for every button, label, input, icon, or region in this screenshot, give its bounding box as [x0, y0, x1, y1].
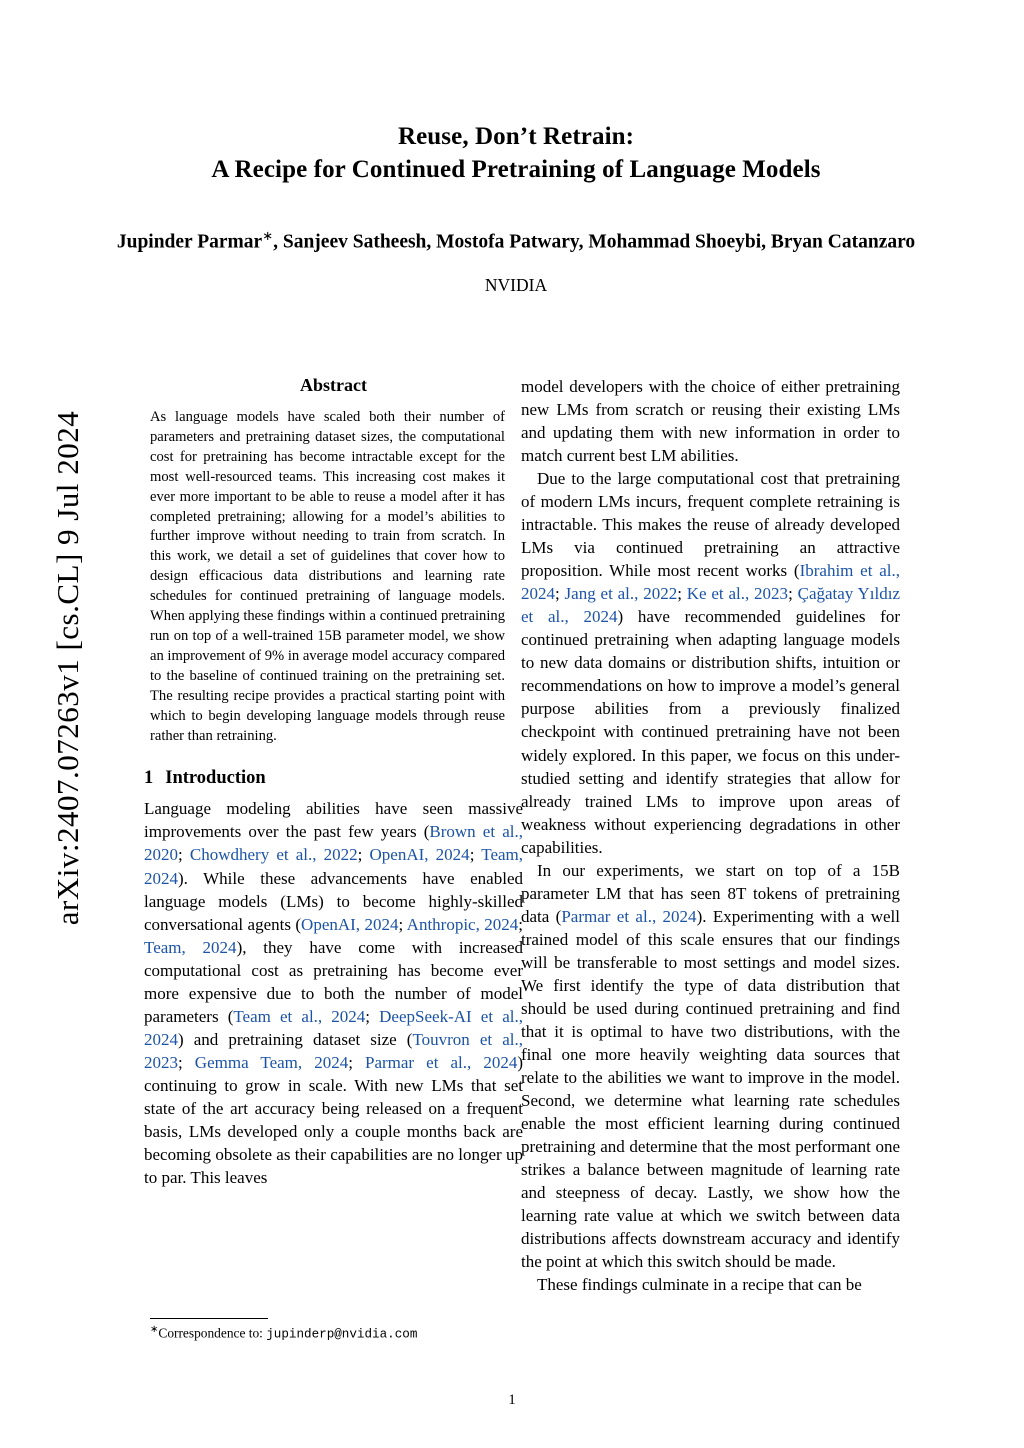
column-left	[144, 375, 523, 1189]
text-run: ). Experimenting with a well trained model of this scale ensures that our findings will be transferable to most settings and model sizes. We first identify the type of data distribution that should be used during continued pretraining and find that it is optimal to have two distributions, with the final one more heavily weighting data sources that relate to the abilities we want to improve in the model. Second, we determine what learning rate schedules enable the most efficient learning during continued pretraining and determine that the most performant one strikes a balance between magnitude of learning rate and steepness of decay. Lastly, we show how the learning rate value at which we switch between data distributions affects downstream accuracy and identify the point at which this switch should be made.	[521, 906, 900, 1272]
page-title	[96, 120, 936, 186]
text-run: In our experiments, we start on top of a 15B parameter LM that has seen 8T tokens of pretraining data (	[521, 860, 900, 926]
text-run: Language modeling abilities have seen massive improvements over the past few years (	[144, 799, 523, 842]
arxiv-stamp: arXiv:2407.07263v1 [cs.CL] 9 Jul 2024	[50, 410, 85, 926]
footnote-divider	[150, 1318, 268, 1319]
text-run: ;	[365, 1006, 380, 1026]
text-run: ;	[518, 914, 523, 934]
contact-email[interactable]: jupinderp@nvidia.com	[266, 1327, 418, 1342]
citation-link[interactable]: Parmar et al., 2024	[561, 906, 697, 926]
citation-link[interactable]: DeepSeek-AI et al., 2024	[144, 1006, 523, 1049]
text-run: ;	[178, 1052, 195, 1072]
citation-link[interactable]: Team, 2024	[144, 845, 524, 888]
text-run: ;	[178, 845, 190, 865]
text-run: ;	[348, 1052, 365, 1072]
affiliation: NVIDIA	[484, 275, 548, 295]
text-run: ;	[398, 914, 407, 934]
citation-link[interactable]: OpenAI, 2024	[369, 845, 470, 865]
footnote-text: Correspondence to:	[158, 1325, 267, 1341]
text-run: ) and pretraining dataset size (	[178, 1029, 413, 1049]
citation-link[interactable]: Chowdhery et al., 2022	[189, 845, 358, 865]
text-run: ;	[469, 845, 482, 865]
right-column-body	[521, 375, 900, 1296]
text-run: Due to the large computational cost that pretraining of modern LMs incurs, frequent complete retraining is intractable. This makes the reuse of already developed LMs via continued pretraining an attractive proposition. While most recent works (	[521, 469, 900, 581]
paragraph: model developers with the choice of either pretraining new LMs from scratch or reusing their existing LMs and updating them with new information in order to match current best LM abilities.	[521, 377, 900, 466]
paragraph	[144, 797, 523, 1189]
text-run: ;	[677, 584, 687, 604]
section-number: 1	[144, 768, 154, 789]
abstract-heading: Abstract	[300, 375, 367, 395]
text-run: ;	[357, 845, 370, 865]
footnote	[150, 1324, 530, 1341]
citation-link[interactable]: Touvron et al., 2023	[144, 1029, 523, 1072]
citation-link[interactable]: Brown et al., 2020	[144, 822, 523, 865]
citation-link[interactable]: Ke et al., 2023	[686, 584, 789, 604]
citation-link[interactable]: OpenAI, 2024	[301, 914, 399, 934]
introduction-body	[144, 797, 523, 1189]
abstract-text: As language models have scaled both their number of parameters and pretraining dataset sizes, the computational cost for pretraining has become intractable except for the most well-resourced teams. This increasing cost makes it ever more important to be able to reuse a model after it has completed pretraining; allowing for a model’s abilities to further improve without needing to train from scratch. In this work, we detail a set of guidelines that cover how to design efficacious data distributions and learning rate schedules for continued pretraining of language models. When applying these findings within a continued pretraining run on top of a well-trained 15B parameter model, we show an improvement of 9% in average model accuracy compared to the baseline of continued training on the pretraining set. The resulting recipe provides a practical starting point with which to begin developing language models through reuse rather than retraining.	[150, 409, 505, 744]
citation-link[interactable]: Jang et al., 2022	[564, 584, 678, 604]
paragraph	[521, 859, 900, 1274]
section-title: Introduction	[165, 768, 266, 789]
column-right	[521, 375, 900, 1296]
author-footnote-marker: ∗	[262, 228, 274, 243]
author-names: Jupinder Parmar	[116, 231, 263, 253]
author-list	[80, 228, 952, 254]
text-run: ). While these advancements have enabled language models (LMs) to become highly-skilled conversational agents (	[144, 868, 523, 934]
text-run: ) continuing to grow in scale. With new LMs that set state of the art accuracy being released on a frequent basis, LMs developed only a couple months back are becoming obsolete as their capabilities are no longer up to par. This leaves	[144, 1052, 523, 1187]
citation-link[interactable]: Çağatay Yıldız et al., 2024	[521, 584, 900, 627]
text-run: ), they have come with increased computational cost as pretraining has become ever more expensive due to both the number of model parameters (	[144, 937, 523, 1026]
page-number: 1	[508, 1392, 516, 1408]
text-run: ;	[555, 584, 565, 604]
text-run: ) have recommended guidelines for continued pretraining when adapting language models to new data domains or distribution shifts, intuition or recommendations on how to improve a model’s general purpose abilities from a previously finalized checkpoint with continued pretraining have not been widely explored. In this paper, we focus on this under-studied setting and identify strategies that allow for already trained LMs to improve upon areas of weakness without experiencing degradations in other capabilities.	[521, 607, 900, 857]
citation-link[interactable]: Team, 2024	[144, 937, 237, 957]
paragraph: These findings culminate in a recipe that can be	[537, 1275, 862, 1295]
citation-link[interactable]: Gemma Team, 2024	[194, 1052, 349, 1072]
title-line-2: A Recipe for Continued Pretraining of Language Models	[211, 156, 821, 183]
citation-link[interactable]: Parmar et al., 2024	[365, 1052, 518, 1072]
section-heading-introduction	[144, 768, 523, 789]
author-names-rest: , Sanjeev Satheesh, Mostofa Patwary, Mohammad Shoeybi, Bryan Catanzaro	[273, 231, 916, 253]
citation-link[interactable]: Anthropic, 2024	[406, 914, 519, 934]
citation-link[interactable]: Team et al., 2024	[233, 1006, 366, 1026]
title-line-1: Reuse, Don’t Retrain:	[397, 123, 635, 150]
text-run: ;	[788, 584, 798, 604]
footnote-marker: ∗	[150, 1324, 159, 1335]
paragraph	[521, 467, 900, 859]
citation-link[interactable]: Ibrahim et al., 2024	[521, 561, 900, 604]
